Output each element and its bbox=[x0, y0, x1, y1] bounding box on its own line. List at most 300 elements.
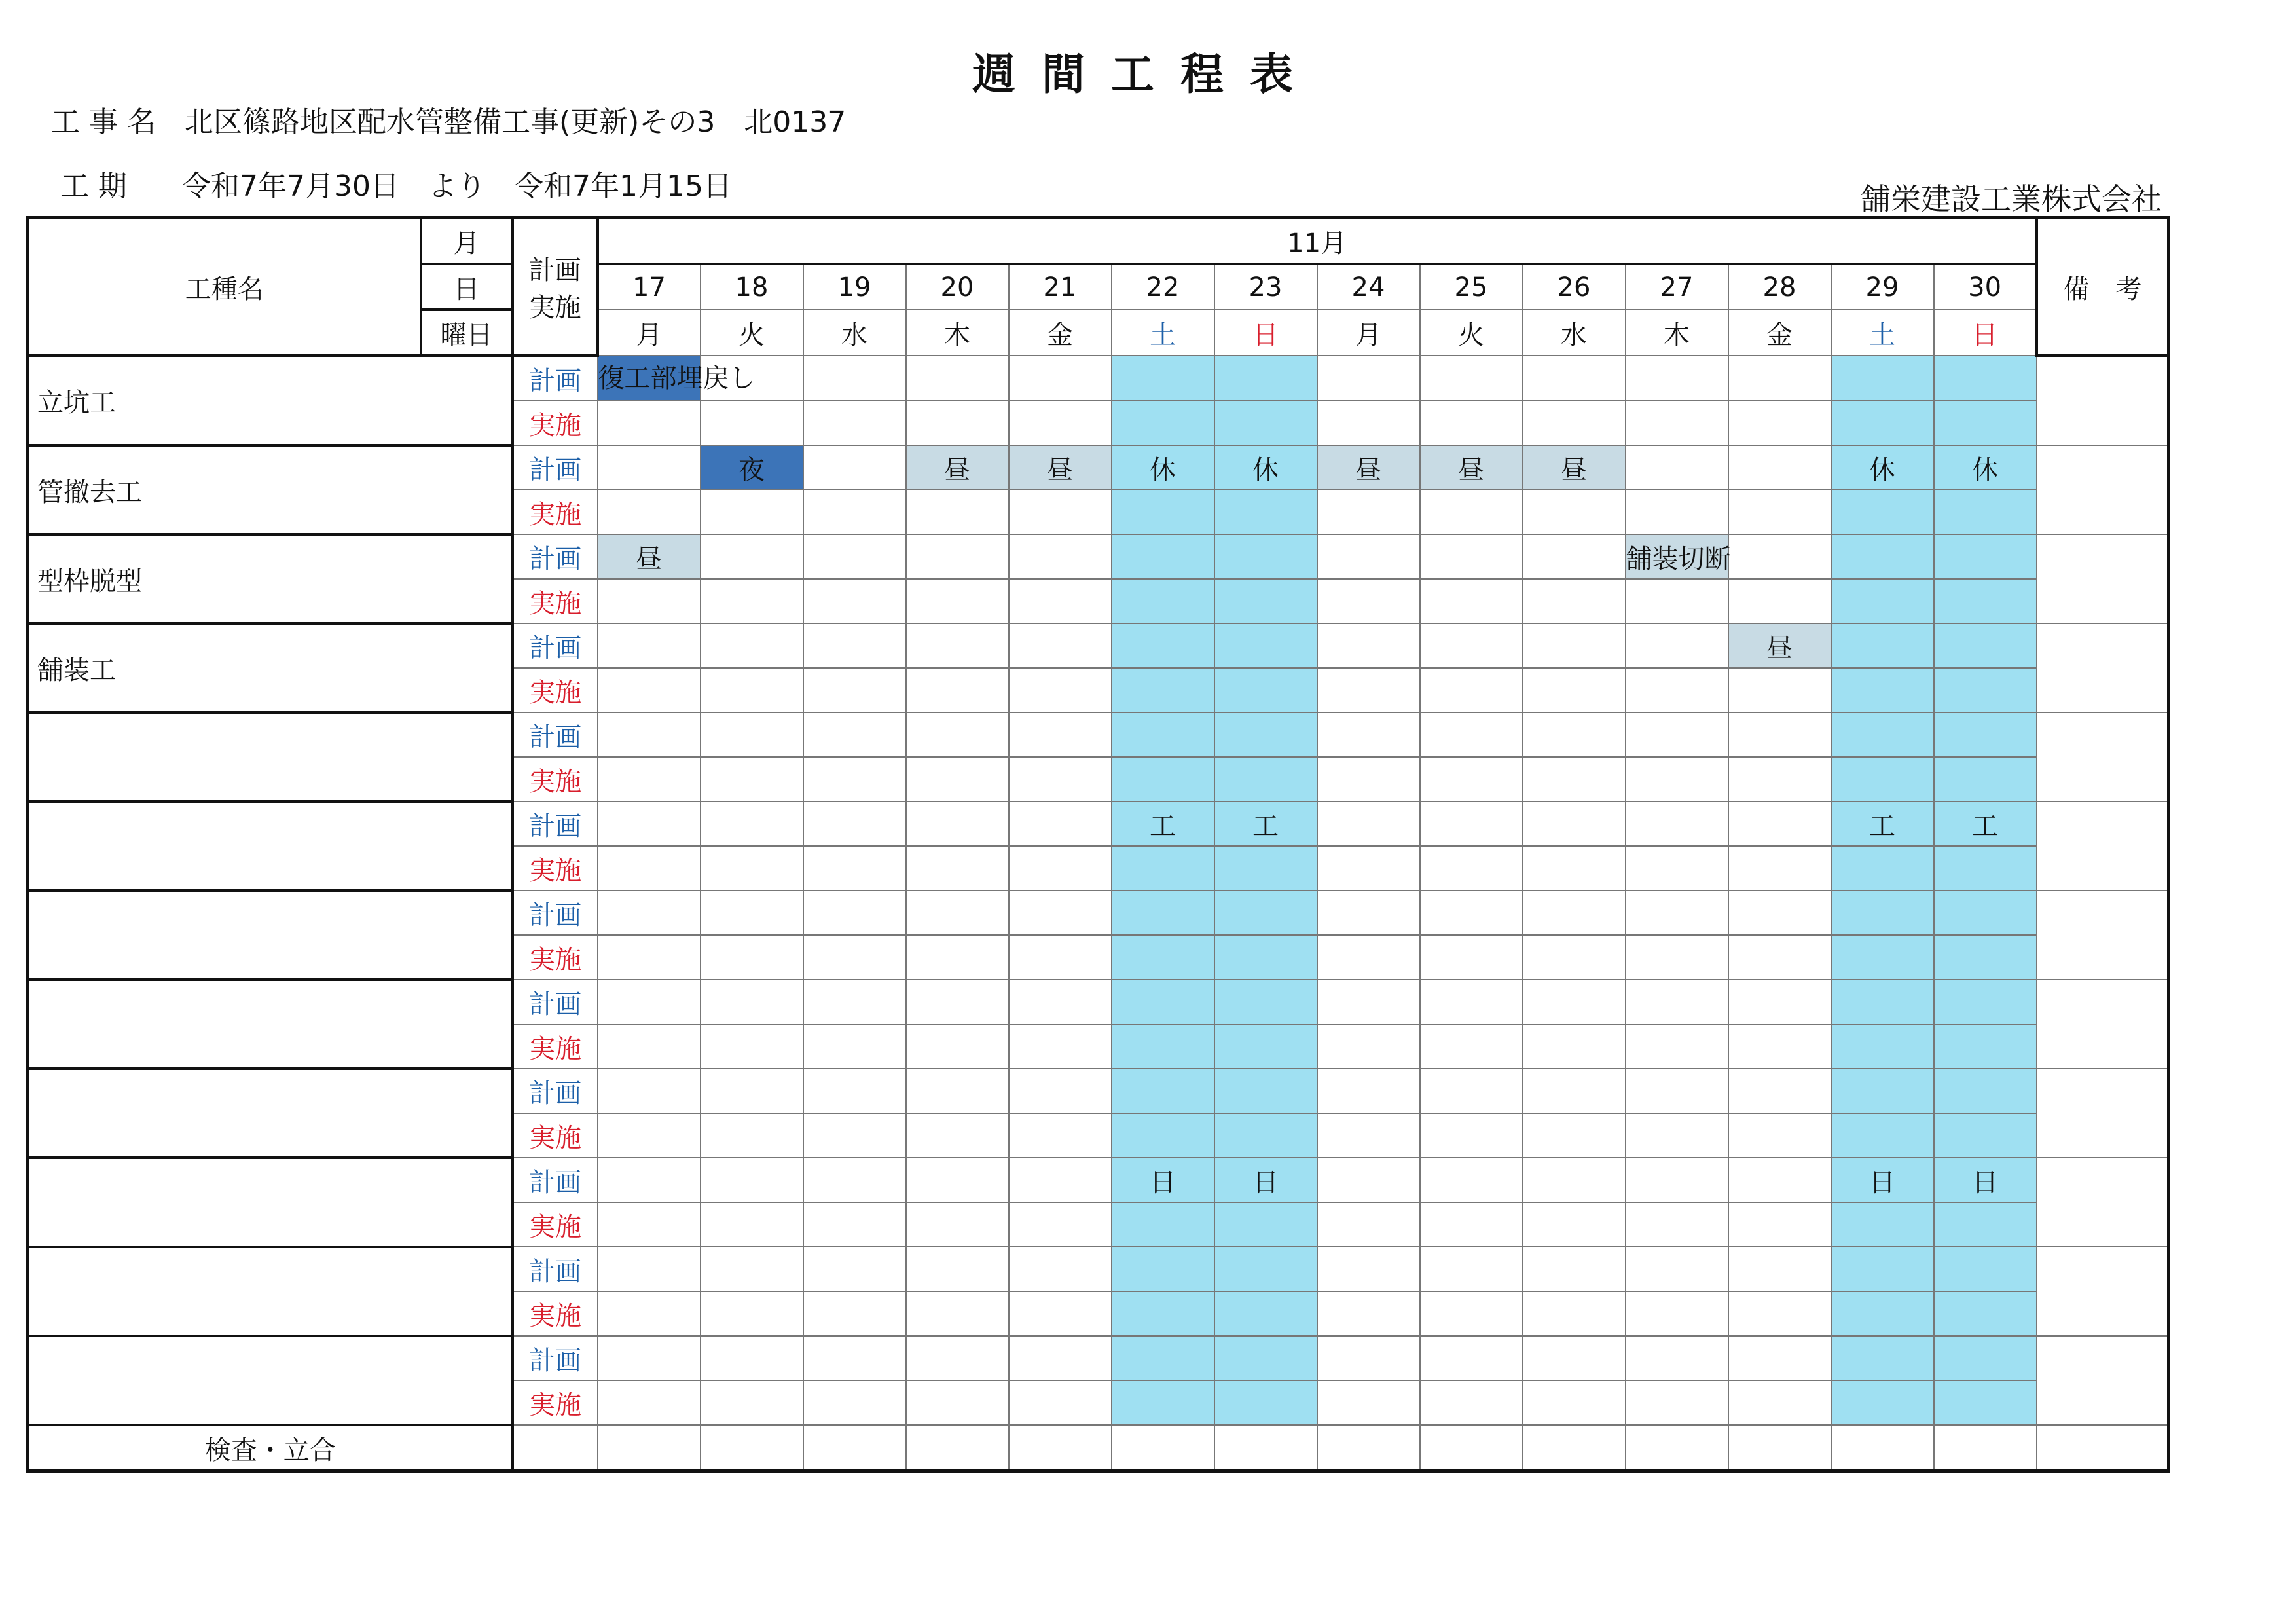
actual-cell bbox=[1831, 1380, 1934, 1425]
plan-cell bbox=[1317, 623, 1420, 668]
actual-cell bbox=[1934, 1113, 2037, 1158]
schedule-row-plan bbox=[28, 802, 2169, 846]
plan-cell bbox=[803, 534, 906, 579]
schedule-row-plan bbox=[28, 1069, 2169, 1113]
actual-cell bbox=[803, 1202, 906, 1247]
weekday-cell: 金 bbox=[1009, 310, 1112, 356]
plan-cell bbox=[1523, 1069, 1626, 1113]
weekday-cell: 木 bbox=[1626, 310, 1728, 356]
actual-cell bbox=[1214, 1113, 1317, 1158]
actual-cell bbox=[1009, 935, 1112, 980]
actual-cell bbox=[1523, 757, 1626, 802]
schedule-row-plan bbox=[28, 534, 2169, 579]
actual-cell bbox=[1626, 1202, 1728, 1247]
actual-cell bbox=[1317, 846, 1420, 891]
actual-cell bbox=[598, 757, 701, 802]
plan-cell bbox=[906, 891, 1009, 935]
actual-cell bbox=[701, 401, 803, 445]
plan-cell: 工 bbox=[1214, 802, 1317, 846]
plan-cell bbox=[1009, 1247, 1112, 1291]
plan-cell bbox=[1214, 1336, 1317, 1380]
plan-cell bbox=[1934, 1069, 2037, 1113]
actual-cell bbox=[803, 668, 906, 712]
plan-cell bbox=[1523, 1247, 1626, 1291]
weekday-cell: 月 bbox=[1317, 310, 1420, 356]
date-cell: 25 bbox=[1420, 264, 1523, 310]
plan-cell bbox=[1728, 1247, 1831, 1291]
plan-cell bbox=[1728, 356, 1831, 401]
plan-cell bbox=[1728, 712, 1831, 757]
plan-cell bbox=[906, 534, 1009, 579]
inspection-row bbox=[28, 1425, 2169, 1471]
actual-cell bbox=[1626, 1380, 1728, 1425]
actual-cell bbox=[701, 1202, 803, 1247]
actual-cell bbox=[1009, 846, 1112, 891]
actual-cell bbox=[1831, 579, 1934, 623]
actual-cell bbox=[1728, 579, 1831, 623]
actual-label: 実施 bbox=[513, 579, 598, 623]
actual-label: 実施 bbox=[513, 935, 598, 980]
actual-cell bbox=[1934, 1291, 2037, 1336]
actual-cell bbox=[1626, 1113, 1728, 1158]
weekday-label: 曜日 bbox=[421, 310, 513, 356]
actual-cell bbox=[906, 935, 1009, 980]
actual-cell bbox=[1728, 1291, 1831, 1336]
plan-cell bbox=[701, 623, 803, 668]
inspection-spacer bbox=[513, 1425, 598, 1471]
actual-cell bbox=[598, 846, 701, 891]
inspection-cell bbox=[906, 1425, 1009, 1471]
work-type-name bbox=[28, 980, 513, 1069]
work-type-name bbox=[28, 712, 513, 802]
actual-cell bbox=[1420, 579, 1523, 623]
plan-cell bbox=[598, 980, 701, 1024]
actual-label: 実施 bbox=[513, 1291, 598, 1336]
actual-label: 実施 bbox=[513, 401, 598, 445]
actual-cell bbox=[1317, 935, 1420, 980]
work-type-name bbox=[28, 1158, 513, 1247]
plan-cell bbox=[906, 1336, 1009, 1380]
plan-cell bbox=[701, 1069, 803, 1113]
plan-cell bbox=[1214, 1069, 1317, 1113]
plan-label: 計画 bbox=[513, 623, 598, 668]
actual-cell bbox=[1009, 1024, 1112, 1069]
plan-cell bbox=[1112, 712, 1214, 757]
actual-cell bbox=[1112, 757, 1214, 802]
plan-label: 計画 bbox=[513, 712, 598, 757]
plan-cell bbox=[701, 1336, 803, 1380]
actual-cell bbox=[701, 1291, 803, 1336]
plan-cell bbox=[803, 1336, 906, 1380]
actual-cell bbox=[1934, 490, 2037, 534]
inspection-label: 検査・立合 bbox=[28, 1425, 513, 1471]
actual-cell bbox=[1626, 757, 1728, 802]
work-type-name: 管撤去工 bbox=[28, 445, 513, 534]
actual-cell bbox=[1009, 490, 1112, 534]
actual-cell bbox=[1214, 668, 1317, 712]
plan-cell bbox=[1728, 1069, 1831, 1113]
weekday-cell: 火 bbox=[701, 310, 803, 356]
plan-cell bbox=[1728, 1158, 1831, 1202]
inspection-cell bbox=[803, 1425, 906, 1471]
actual-cell bbox=[906, 1380, 1009, 1425]
actual-cell bbox=[803, 1380, 906, 1425]
actual-cell bbox=[1934, 668, 2037, 712]
plan-cell bbox=[1420, 712, 1523, 757]
plan-cell: 日 bbox=[1112, 1158, 1214, 1202]
actual-cell bbox=[1523, 935, 1626, 980]
plan-cell: 昼 bbox=[1009, 445, 1112, 490]
actual-cell bbox=[1728, 668, 1831, 712]
plan-cell bbox=[701, 712, 803, 757]
actual-cell bbox=[1317, 1024, 1420, 1069]
work-type-name bbox=[28, 1069, 513, 1158]
plan-cell bbox=[1523, 623, 1626, 668]
plan-cell bbox=[1523, 980, 1626, 1024]
plan-cell bbox=[1214, 891, 1317, 935]
actual-cell bbox=[701, 579, 803, 623]
plan-cell: 休 bbox=[1831, 445, 1934, 490]
actual-cell bbox=[1523, 1380, 1626, 1425]
plan-cell bbox=[701, 891, 803, 935]
actual-cell bbox=[1112, 668, 1214, 712]
date-cell: 29 bbox=[1831, 264, 1934, 310]
actual-cell bbox=[1831, 1202, 1934, 1247]
schedule-table bbox=[26, 216, 2170, 1473]
plan-cell bbox=[701, 1158, 803, 1202]
plan-cell: 日 bbox=[1934, 1158, 2037, 1202]
plan-cell bbox=[1420, 1336, 1523, 1380]
actual-cell bbox=[906, 846, 1009, 891]
actual-cell bbox=[1112, 490, 1214, 534]
plan-cell bbox=[1728, 802, 1831, 846]
actual-cell bbox=[1112, 1113, 1214, 1158]
plan-cell bbox=[1317, 712, 1420, 757]
plan-cell bbox=[1112, 891, 1214, 935]
remarks-cell bbox=[2037, 534, 2169, 623]
actual-cell bbox=[1523, 401, 1626, 445]
plan-cell bbox=[1420, 1247, 1523, 1291]
actual-cell bbox=[1728, 1202, 1831, 1247]
plan-cell bbox=[1626, 802, 1728, 846]
plan-cell bbox=[1112, 980, 1214, 1024]
plan-cell bbox=[1009, 802, 1112, 846]
plan-label: 計画 bbox=[513, 1336, 598, 1380]
actual-cell bbox=[1214, 846, 1317, 891]
month-value: 11月 bbox=[598, 218, 2037, 265]
remarks-cell bbox=[2037, 891, 2169, 980]
actual-cell bbox=[598, 1291, 701, 1336]
actual-cell bbox=[906, 1202, 1009, 1247]
plan-cell bbox=[1214, 712, 1317, 757]
remarks-cell bbox=[2037, 356, 2169, 445]
date-cell: 28 bbox=[1728, 264, 1831, 310]
plan-cell bbox=[1317, 802, 1420, 846]
project-line bbox=[51, 98, 846, 140]
plan-cell: 昼 bbox=[598, 534, 701, 579]
actual-cell bbox=[1009, 1202, 1112, 1247]
actual-cell bbox=[1214, 1291, 1317, 1336]
plan-cell bbox=[598, 1247, 701, 1291]
actual-cell bbox=[1934, 1024, 2037, 1069]
plan-cell: 日 bbox=[1214, 1158, 1317, 1202]
plan-cell bbox=[598, 623, 701, 668]
actual-cell bbox=[1420, 1113, 1523, 1158]
work-type-name: 舗装工 bbox=[28, 623, 513, 712]
weekday-cell: 水 bbox=[803, 310, 906, 356]
schedule-row-plan bbox=[28, 623, 2169, 668]
actual-cell bbox=[1626, 579, 1728, 623]
plan-cell bbox=[803, 445, 906, 490]
plan-cell bbox=[1317, 534, 1420, 579]
actual-cell bbox=[598, 401, 701, 445]
actual-cell bbox=[1317, 490, 1420, 534]
weekday-cell: 日 bbox=[1214, 310, 1317, 356]
actual-label: 実施 bbox=[513, 757, 598, 802]
plan-cell bbox=[906, 712, 1009, 757]
plan-cell bbox=[803, 712, 906, 757]
plan-cell: 休 bbox=[1934, 445, 2037, 490]
plan-cell bbox=[1523, 356, 1626, 401]
remarks-cell bbox=[2037, 445, 2169, 534]
plan-cell bbox=[803, 623, 906, 668]
plan-cell bbox=[701, 1247, 803, 1291]
actual-cell bbox=[803, 846, 906, 891]
plan-cell bbox=[1626, 1336, 1728, 1380]
plan-cell: 夜 bbox=[701, 445, 803, 490]
plan-cell bbox=[598, 1158, 701, 1202]
actual-cell bbox=[1728, 757, 1831, 802]
actual-cell bbox=[1112, 1202, 1214, 1247]
plan-label: 計画 bbox=[513, 356, 598, 401]
actual-cell bbox=[1626, 935, 1728, 980]
plan-cell bbox=[1009, 534, 1112, 579]
actual-cell bbox=[1831, 490, 1934, 534]
plan-cell: 工 bbox=[1831, 802, 1934, 846]
inspection-cell bbox=[1831, 1425, 1934, 1471]
plan-cell bbox=[1420, 356, 1523, 401]
plan-cell bbox=[1831, 1336, 1934, 1380]
date-cell: 17 bbox=[598, 264, 701, 310]
actual-cell bbox=[1009, 1380, 1112, 1425]
actual-cell bbox=[598, 1024, 701, 1069]
actual-cell bbox=[1626, 490, 1728, 534]
actual-cell bbox=[1420, 935, 1523, 980]
actual-cell bbox=[1009, 401, 1112, 445]
plan-cell bbox=[1214, 534, 1317, 579]
actual-cell bbox=[1728, 846, 1831, 891]
plan-cell bbox=[1831, 623, 1934, 668]
plan-cell bbox=[1934, 356, 2037, 401]
plan-cell bbox=[1420, 891, 1523, 935]
schedule-row-plan bbox=[28, 980, 2169, 1024]
remarks-cell bbox=[2037, 1069, 2169, 1158]
actual-cell bbox=[1728, 1024, 1831, 1069]
actual-cell bbox=[1420, 1291, 1523, 1336]
actual-cell bbox=[1214, 935, 1317, 980]
plan-label: 計画 bbox=[513, 802, 598, 846]
actual-cell bbox=[1317, 401, 1420, 445]
actual-label: 実施 bbox=[513, 1202, 598, 1247]
plan-cell bbox=[1626, 891, 1728, 935]
actual-cell bbox=[1523, 579, 1626, 623]
period-label: 工 期 bbox=[60, 170, 127, 203]
actual-cell bbox=[1831, 1113, 1934, 1158]
actual-cell bbox=[598, 490, 701, 534]
project-label: 工 事 名 bbox=[51, 105, 156, 139]
actual-cell bbox=[1420, 668, 1523, 712]
plan-cell bbox=[1317, 891, 1420, 935]
actual-cell bbox=[1214, 1380, 1317, 1425]
plan-cell bbox=[1626, 980, 1728, 1024]
weekday-cell: 日 bbox=[1934, 310, 2037, 356]
plan-cell bbox=[1934, 623, 2037, 668]
plan-cell bbox=[1420, 1158, 1523, 1202]
plan-cell bbox=[1112, 356, 1214, 401]
plan-cell bbox=[1626, 445, 1728, 490]
weekday-cell: 土 bbox=[1112, 310, 1214, 356]
weekday-cell: 木 bbox=[906, 310, 1009, 356]
plan-cell bbox=[1112, 1069, 1214, 1113]
plan-cell bbox=[803, 1247, 906, 1291]
weekday-cell: 水 bbox=[1523, 310, 1626, 356]
plan-cell bbox=[1831, 356, 1934, 401]
plan-cell bbox=[1214, 623, 1317, 668]
plan-cell bbox=[701, 802, 803, 846]
actual-cell bbox=[1626, 1024, 1728, 1069]
inspection-cell bbox=[1420, 1425, 1523, 1471]
actual-cell bbox=[1831, 1024, 1934, 1069]
work-type-name bbox=[28, 1247, 513, 1336]
plan-cell bbox=[803, 1069, 906, 1113]
plan-cell bbox=[1009, 1069, 1112, 1113]
plan-cell: 復工部埋戻し bbox=[598, 356, 701, 401]
plan-cell bbox=[1214, 980, 1317, 1024]
project-name: 北区篠路地区配水管整備工事(更新)その3 bbox=[184, 105, 716, 139]
plan-cell bbox=[1420, 1069, 1523, 1113]
period-line bbox=[60, 162, 732, 204]
actual-cell bbox=[803, 579, 906, 623]
inspection-remarks bbox=[2037, 1425, 2169, 1471]
weekday-cell: 土 bbox=[1831, 310, 1934, 356]
plan-cell bbox=[1420, 623, 1523, 668]
actual-cell bbox=[598, 1113, 701, 1158]
plan-cell bbox=[1831, 1247, 1934, 1291]
actual-cell bbox=[1112, 1380, 1214, 1425]
plan-cell: 昼 bbox=[1317, 445, 1420, 490]
inspection-cell bbox=[1523, 1425, 1626, 1471]
actual-cell bbox=[1523, 1291, 1626, 1336]
inspection-cell bbox=[1009, 1425, 1112, 1471]
remarks-cell bbox=[2037, 1336, 2169, 1425]
actual-cell bbox=[906, 490, 1009, 534]
date-cell: 23 bbox=[1214, 264, 1317, 310]
date-cell: 21 bbox=[1009, 264, 1112, 310]
actual-cell bbox=[1728, 490, 1831, 534]
actual-cell bbox=[1934, 1380, 2037, 1425]
plan-label: 計画 bbox=[513, 891, 598, 935]
actual-cell bbox=[598, 668, 701, 712]
actual-cell bbox=[1728, 401, 1831, 445]
plan-cell bbox=[1112, 623, 1214, 668]
actual-cell bbox=[1112, 579, 1214, 623]
plan-cell bbox=[1626, 1247, 1728, 1291]
work-type-name: 立坑工 bbox=[28, 356, 513, 445]
inspection-cell bbox=[598, 1425, 701, 1471]
actual-cell bbox=[1728, 935, 1831, 980]
actual-cell bbox=[1831, 1291, 1934, 1336]
plan-cell: 昼 bbox=[1728, 623, 1831, 668]
plan-cell bbox=[906, 980, 1009, 1024]
actual-label: 実施 bbox=[513, 1380, 598, 1425]
plan-cell bbox=[598, 802, 701, 846]
plan-cell bbox=[1009, 1158, 1112, 1202]
plan-cell: 昼 bbox=[1420, 445, 1523, 490]
actual-cell bbox=[1317, 1202, 1420, 1247]
actual-cell bbox=[1728, 1380, 1831, 1425]
date-cell: 30 bbox=[1934, 264, 2037, 310]
plan-cell: 工 bbox=[1112, 802, 1214, 846]
actual-cell bbox=[1420, 846, 1523, 891]
actual-cell bbox=[906, 668, 1009, 712]
plan-cell bbox=[1934, 534, 2037, 579]
plan-cell bbox=[1112, 1336, 1214, 1380]
actual-cell bbox=[1317, 757, 1420, 802]
actual-cell bbox=[1317, 1380, 1420, 1425]
plan-cell bbox=[1523, 712, 1626, 757]
plan-cell bbox=[906, 356, 1009, 401]
actual-cell bbox=[1934, 846, 2037, 891]
plan-cell bbox=[1317, 1336, 1420, 1380]
plan-cell bbox=[1317, 1069, 1420, 1113]
plan-cell bbox=[1009, 712, 1112, 757]
actual-cell bbox=[1420, 757, 1523, 802]
plan-cell bbox=[1626, 1069, 1728, 1113]
actual-cell bbox=[1523, 846, 1626, 891]
actual-cell bbox=[803, 1113, 906, 1158]
plan-cell: 日 bbox=[1831, 1158, 1934, 1202]
actual-cell bbox=[906, 401, 1009, 445]
plan-cell bbox=[1934, 980, 2037, 1024]
actual-cell bbox=[1523, 1113, 1626, 1158]
actual-cell bbox=[598, 935, 701, 980]
actual-cell bbox=[906, 757, 1009, 802]
actual-label: 実施 bbox=[513, 1113, 598, 1158]
actual-cell bbox=[1214, 401, 1317, 445]
plan-cell bbox=[1934, 1336, 2037, 1380]
plan-cell bbox=[598, 1336, 701, 1380]
plan-cell bbox=[1420, 802, 1523, 846]
actual-cell bbox=[803, 490, 906, 534]
actual-label: 実施 bbox=[513, 668, 598, 712]
company-name: 舗栄建設工業株式会社 bbox=[1861, 181, 2162, 217]
actual-cell bbox=[1934, 401, 2037, 445]
plan-cell bbox=[701, 534, 803, 579]
actual-cell bbox=[1626, 401, 1728, 445]
inspection-cell bbox=[1112, 1425, 1214, 1471]
plan-cell bbox=[1728, 891, 1831, 935]
inspection-cell bbox=[1934, 1425, 2037, 1471]
work-type-name bbox=[28, 802, 513, 891]
header-row-month bbox=[28, 218, 2169, 265]
date-cell: 19 bbox=[803, 264, 906, 310]
plan-cell bbox=[1009, 980, 1112, 1024]
actual-cell bbox=[1317, 1113, 1420, 1158]
plan-cell bbox=[1831, 891, 1934, 935]
date-cell: 26 bbox=[1523, 264, 1626, 310]
plan-cell bbox=[701, 980, 803, 1024]
plan-cell bbox=[1420, 980, 1523, 1024]
